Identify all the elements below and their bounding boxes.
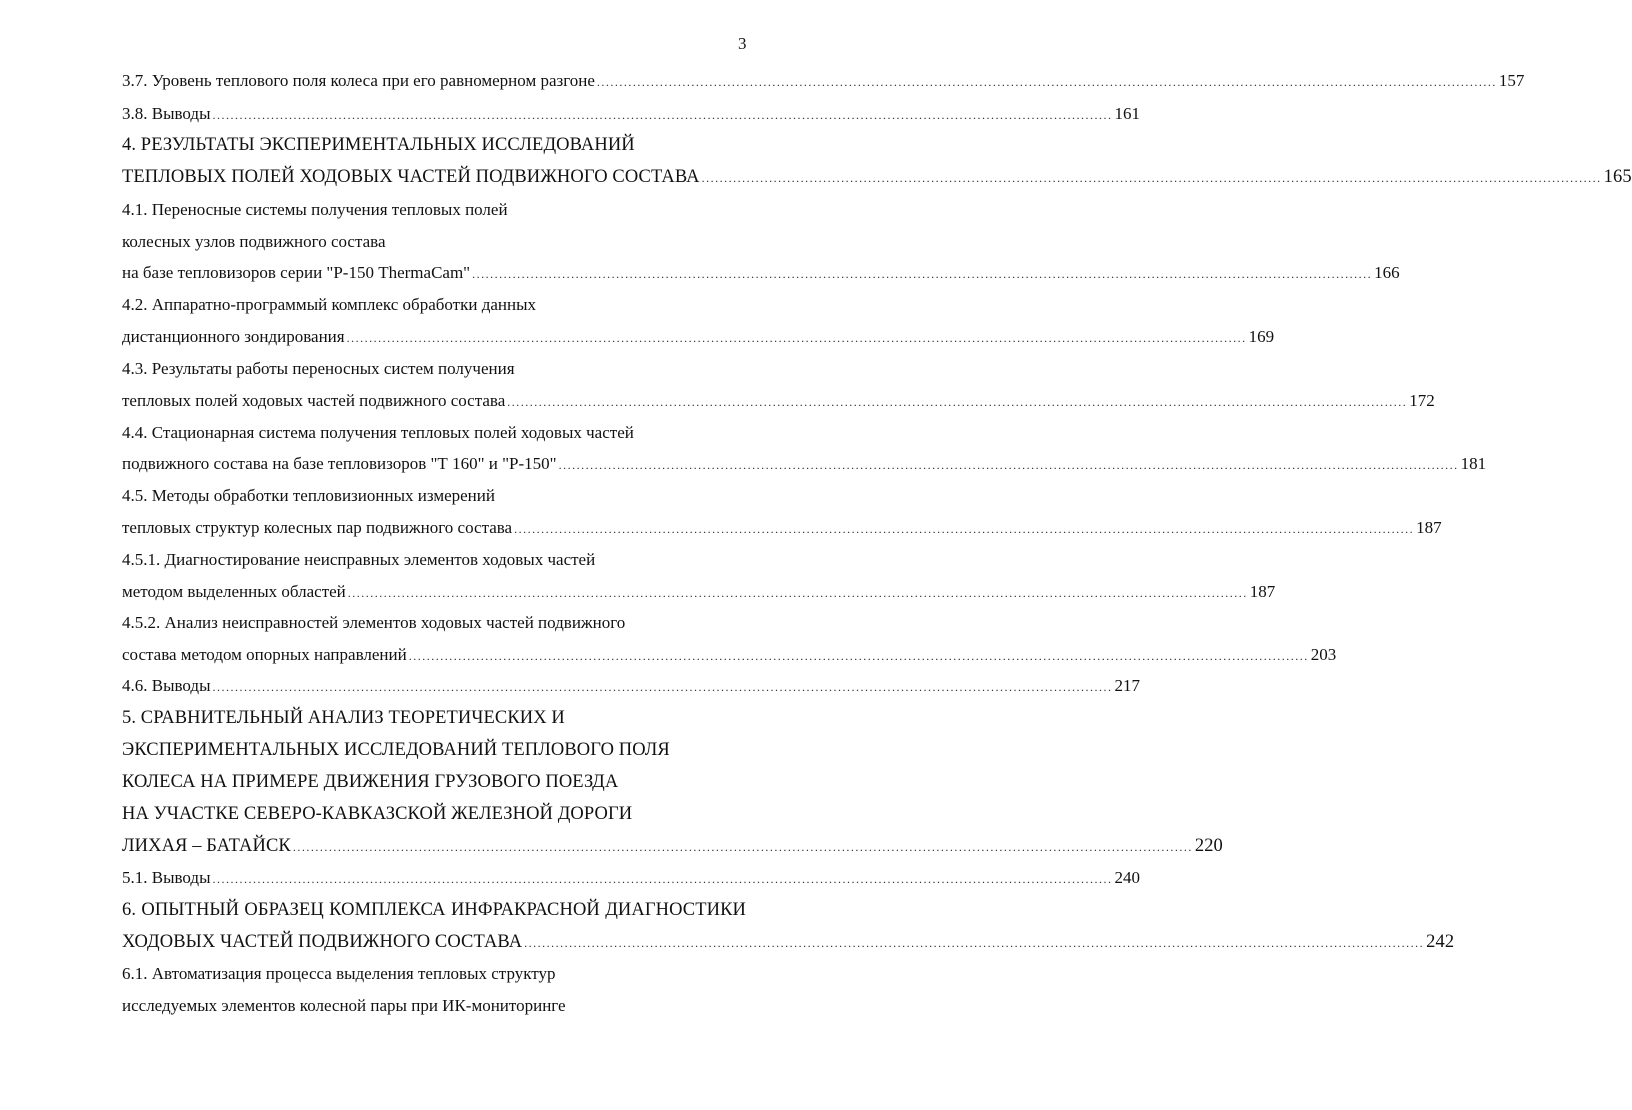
- toc-entry: [122, 453, 1487, 476]
- toc-entry: [122, 803, 746, 825]
- toc-entry: [122, 199, 746, 221]
- toc-entry: [122, 995, 746, 1017]
- toc-entry-title: тепловых полей ходовых частей подвижного состава: [122, 391, 506, 410]
- toc-entry: [122, 166, 1632, 189]
- toc-entry-title: 5.1. Выводы: [122, 868, 211, 887]
- toc-entry: [122, 517, 1442, 540]
- toc-entry-title: состава методом опорных направлений: [122, 645, 407, 664]
- toc-entry: [122, 358, 746, 380]
- toc-entry-word: ДИАГНОСТИКИ: [605, 900, 746, 920]
- toc-entry: [122, 103, 1141, 126]
- toc-entry-page: 220: [1194, 836, 1223, 856]
- toc-entry-title: методом выделенных областей: [122, 582, 346, 601]
- toc-entry-title: ТЕПЛОВЫХ ПОЛЕЙ ХОДОВЫХ ЧАСТЕЙ ПОДВИЖНОГО СОСТАВА: [122, 167, 700, 187]
- toc-leader-dots: ........................................................................................................................................................................................................: [212, 108, 1113, 122]
- toc-entry: [122, 134, 746, 156]
- toc-entry-title: ХОДОВЫХ ЧАСТЕЙ ПОДВИЖНОГО СОСТАВА: [122, 932, 523, 952]
- toc-leader-dots: ........................................................................................................................................................................................................: [212, 872, 1113, 886]
- toc-entry-title: 6.1. Автоматизация процесса выделения тепловых структур: [122, 964, 556, 983]
- toc-entry-title: колесных узлов подвижного состава: [122, 232, 386, 251]
- toc-entry-page: 217: [1114, 676, 1141, 695]
- toc-entry-title: на базе тепловизоров серии "Р-150 ThermaCam": [122, 263, 471, 282]
- toc-entry-title: НА УЧАСТКЕ СЕВЕРО-КАВКАЗСКОЙ ЖЕЛЕЗНОЙ ДОРОГИ: [122, 804, 633, 824]
- toc-entry: [122, 422, 746, 444]
- toc-entry-page: 181: [1460, 454, 1487, 473]
- toc-leader-dots: ........................................................................................................................................................................................................: [507, 395, 1408, 409]
- toc-entry-page: 187: [1416, 518, 1442, 537]
- toc-leader-dots: ........................................................................................................................................................................................................: [292, 840, 1193, 854]
- toc-entry: [122, 612, 746, 634]
- toc-entry-title: ЭКСПЕРИМЕНТАЛЬНЫХ ИССЛЕДОВАНИЙ ТЕПЛОВОГО ПОЛЯ: [122, 740, 670, 760]
- toc-entry-page: 157: [1498, 71, 1525, 90]
- toc-entry: [122, 707, 746, 729]
- toc-leader-dots: ........................................................................................................................................................................................................: [514, 522, 1415, 536]
- toc-entry-title: 4.4. Стационарная система получения тепловых полей ходовых частей: [122, 423, 634, 442]
- toc-entry-word: 6.: [122, 900, 137, 920]
- toc-leader-dots: ........................................................................................................................................................................................................: [472, 267, 1373, 281]
- toc-entry: [122, 644, 1337, 667]
- toc-entry-title: ЛИХАЯ – БАТАЙСК: [122, 836, 291, 856]
- toc-entry: [122, 70, 1525, 93]
- toc-entry-title: КОЛЕСА НА ПРИМЕРЕ ДВИЖЕНИЯ ГРУЗОВОГО ПОЕЗДА: [122, 772, 619, 792]
- toc-entry-page: 203: [1310, 645, 1337, 664]
- page-number: 3: [738, 34, 747, 53]
- toc-entry: [122, 390, 1435, 413]
- toc-entry: [122, 262, 1400, 285]
- toc-entry-word: ОПЫТНЫЙ: [141, 900, 240, 920]
- toc-entry-title: 4.5.2. Анализ неисправностей элементов ходовых частей подвижного: [122, 613, 626, 632]
- toc-entry-title: дистанционного зондирования: [122, 327, 345, 346]
- toc-entry-title: 4.2. Аппаратно-программый комплекс обработки данных: [122, 295, 537, 314]
- toc-entry-title: 4.6. Выводы: [122, 676, 211, 695]
- toc-entry: [122, 739, 746, 761]
- toc-leader-dots: ........................................................................................................................................................................................................: [347, 586, 1248, 600]
- toc-entry-title: 4. РЕЗУЛЬТАТЫ ЭКСПЕРИМЕНТАЛЬНЫХ ИССЛЕДОВАНИЙ: [122, 135, 635, 155]
- toc-entry: [122, 963, 746, 985]
- toc-leader-dots: ........................................................................................................................................................................................................: [212, 680, 1113, 694]
- toc-entry-page: 161: [1114, 104, 1141, 123]
- toc-entry: [122, 931, 1455, 954]
- toc-entry-page: 187: [1249, 582, 1276, 601]
- toc-entry: [122, 899, 746, 921]
- toc-leader-dots: ........................................................................................................................................................................................................: [701, 171, 1602, 185]
- toc-entry-page: 172: [1409, 391, 1435, 410]
- toc-entry: [122, 231, 746, 253]
- toc-entry-page: 166: [1374, 263, 1400, 282]
- toc-entry: [122, 294, 746, 316]
- toc-entry-page: 240: [1114, 868, 1141, 887]
- toc-entry-title: 4.3. Результаты работы переносных систем получения: [122, 359, 515, 378]
- toc-entry-title: исследуемых элементов колесной пары при ИК-мониторинге: [122, 996, 566, 1015]
- toc-entry: [122, 549, 746, 571]
- toc-entry: [122, 835, 1223, 858]
- toc-leader-dots: ........................................................................................................................................................................................................: [596, 75, 1497, 89]
- toc-entry-title: 3.8. Выводы: [122, 104, 211, 123]
- toc-entry-title: 4.5. Методы обработки тепловизионных измерений: [122, 486, 495, 505]
- toc-entry: [122, 326, 1275, 349]
- toc-leader-dots: ........................................................................................................................................................................................................: [558, 458, 1459, 472]
- toc-entry-title: 3.7. Уровень теплового поля колеса при его равномерном разгоне: [122, 71, 595, 90]
- toc-entry: [122, 867, 1141, 890]
- toc-entry: [122, 581, 1276, 604]
- toc-leader-dots: ........................................................................................................................................................................................................: [346, 331, 1247, 345]
- toc-entry-page: 169: [1248, 327, 1275, 346]
- toc-entry-title: 5. СРАВНИТЕЛЬНЫЙ АНАЛИЗ ТЕОРЕТИЧЕСКИХ И: [122, 708, 565, 728]
- toc-entry-page: 165: [1603, 167, 1632, 187]
- toc-leader-dots: ........................................................................................................................................................................................................: [524, 936, 1425, 950]
- toc-entry-word: ИНФРАКРАСНОЙ: [450, 900, 600, 920]
- toc-entry-word: КОМПЛЕКСА: [329, 900, 446, 920]
- toc-entry-title: тепловых структур колесных пар подвижного состава: [122, 518, 513, 537]
- toc-entry-page: 242: [1426, 932, 1455, 952]
- toc-entry-title: 4.1. Переносные системы получения тепловых полей: [122, 200, 508, 219]
- toc-entry-word: ОБРАЗЕЦ: [244, 900, 324, 920]
- toc-leader-dots: ........................................................................................................................................................................................................: [408, 649, 1309, 663]
- toc-entry-title: 4.5.1. Диагностирование неисправных элементов ходовых частей: [122, 550, 596, 569]
- toc-entry: [122, 675, 1141, 698]
- toc-entry: [122, 485, 746, 507]
- toc-entry-title: подвижного состава на базе тепловизоров "Т 160" и "Р-150": [122, 454, 557, 473]
- toc-entry: [122, 771, 746, 793]
